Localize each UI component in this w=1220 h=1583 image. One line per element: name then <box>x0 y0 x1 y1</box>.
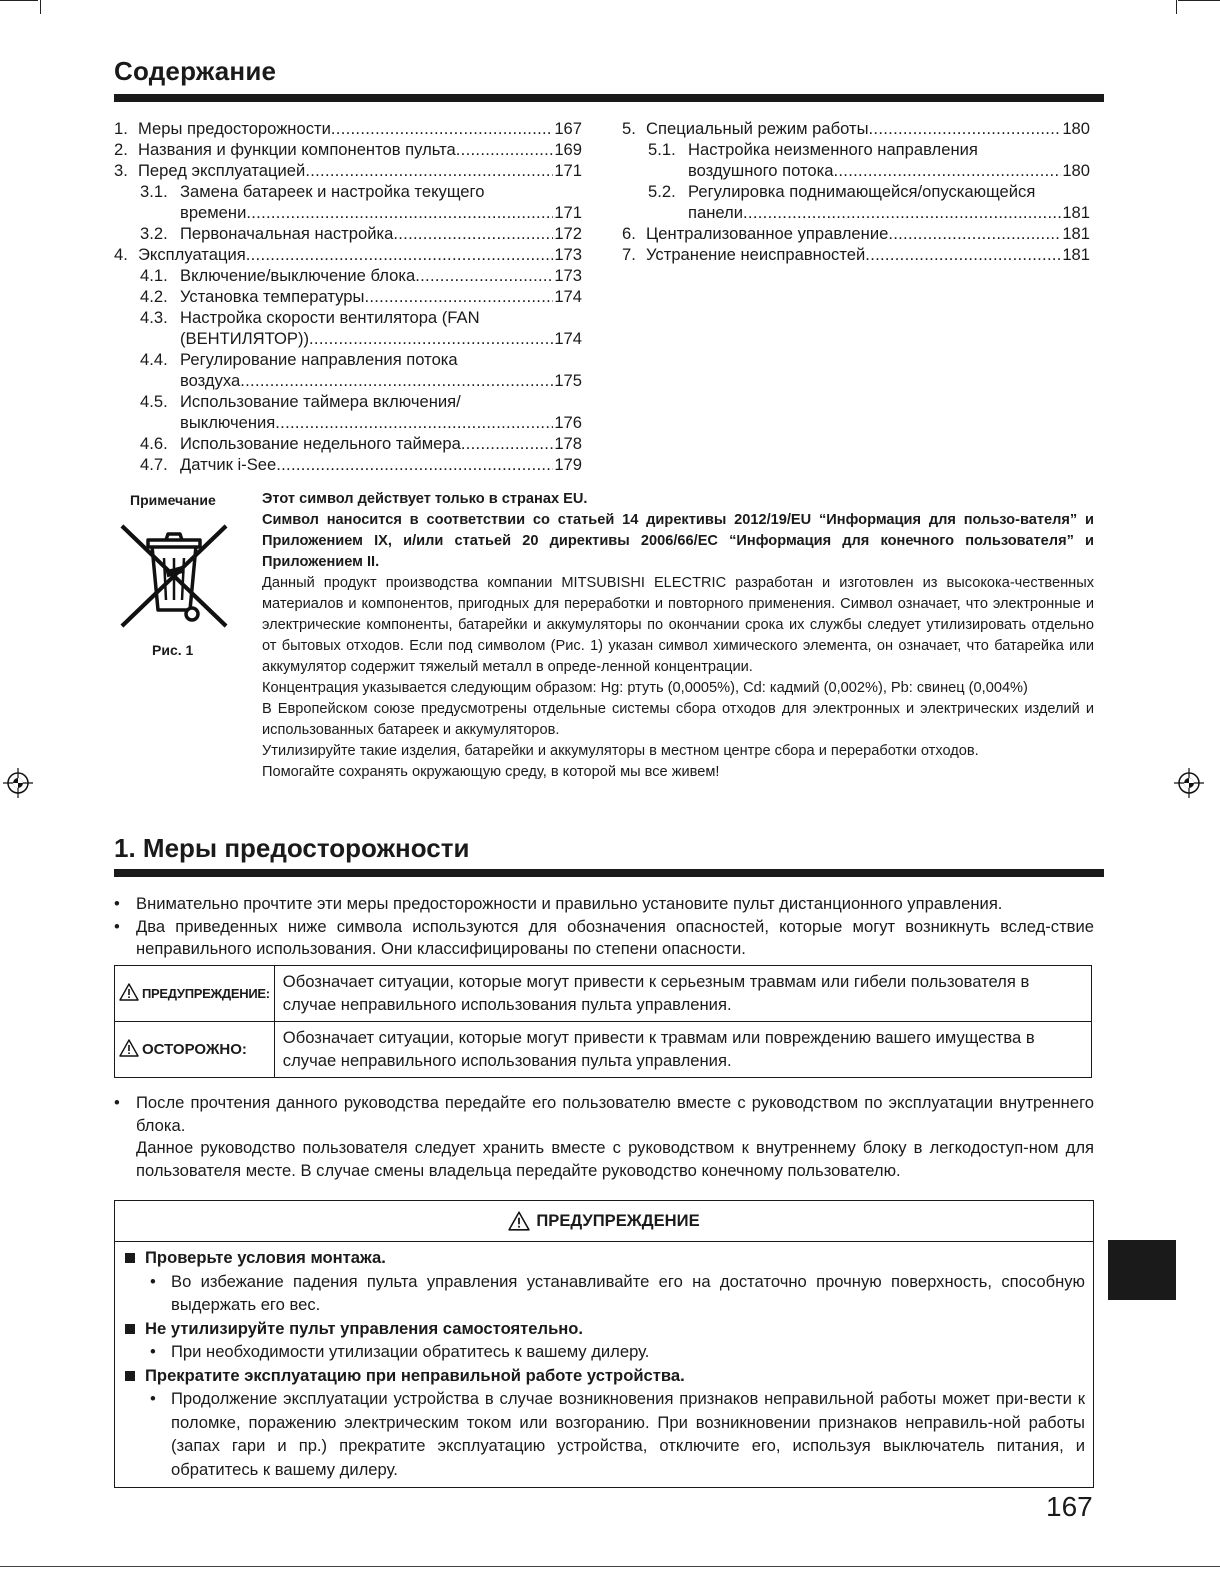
toc-number: 5.1. <box>648 140 676 159</box>
toc-entry <box>114 433 582 454</box>
toc-entry-continuation <box>114 370 582 391</box>
toc-page: 174 <box>554 329 582 348</box>
toc-leader <box>888 223 1061 244</box>
warning-signal-text: Обозначает ситуации, которые могут привести к серьезным травмам или гибели пользователя в случае неправильного использования пульта управления. <box>274 966 1091 1022</box>
crop-mark-top-right <box>1178 0 1220 1</box>
toc-title-cont: выключения <box>180 413 276 432</box>
toc-number: 7. <box>622 245 636 264</box>
warning-triangle-icon <box>119 983 139 1001</box>
toc-number: 5.2. <box>648 182 676 201</box>
toc-title-cont: времени <box>180 203 247 222</box>
footer-rule <box>0 1566 1220 1567</box>
note-line-eu: Этот символ действует только в странах EU. <box>262 491 588 507</box>
handover-bullet <box>114 1092 1094 1182</box>
warning-item-text: • Продолжение эксплуатации устройства в случае возникновения признаков неправильной работы может при-вести к поломке, поражению электрическим током или возгоранию. При возникновении признаков неправиль-ной работы (запах гари и пр.) прекратите эксплуатацию устройства, отключите его, используя выключатель питания, и обратитесь к вашему дилеру. <box>123 1387 1085 1481</box>
toc-number: 4.2. <box>140 287 168 306</box>
warning-item-text: • При необходимости утилизации обратитесь к вашему дилеру. <box>123 1340 1085 1364</box>
toc-leader <box>305 160 553 181</box>
bullet-text: • После прочтения данного руководства передайте его пользователю вместе с руководством по эксплуатации внутреннего блока. <box>136 1093 1094 1135</box>
toc-page: 175 <box>554 371 582 390</box>
toc-number: 4.3. <box>140 308 168 327</box>
note-paragraph: Концентрация указывается следующим образом: Hg: ртуть (0,0005%), Cd: кадмий (0,002%), Pb: свинец (0,004%) <box>262 680 1028 696</box>
toc-title: Включение/выключение блока <box>180 266 416 285</box>
toc-page: 181 <box>1062 245 1090 264</box>
warning-box <box>114 1200 1094 1488</box>
intro-bullets <box>114 893 1094 961</box>
toc-page: 176 <box>554 413 582 432</box>
warning-triangle-icon <box>508 1211 530 1231</box>
toc-page: 180 <box>1062 161 1090 180</box>
toc-entry-continuation <box>114 412 582 433</box>
toc-right-column <box>622 118 1090 265</box>
section-title: 1. Меры предосторожности <box>114 833 470 863</box>
toc-leader <box>276 454 553 475</box>
toc-entry <box>622 118 1090 139</box>
toc-title: Замена батареек и настройка текущего <box>180 182 485 201</box>
warning-item-text: • Во избежание падения пульта управления устанавливайте его на достаточно прочную поверхность, способную выдержать его вес. <box>123 1270 1085 1317</box>
bullet-text: • Внимательно прочтите эти меры предосторожности и правильно установите пульт дистанционного управления. <box>136 894 1003 913</box>
toc-leader <box>393 223 553 244</box>
toc-entry-continuation <box>622 160 1090 181</box>
toc-title: Меры предосторожности <box>138 119 331 138</box>
bullet-continuation: Данное руководство пользователя следует хранить вместе с руководством к внутреннему блоку в легкодоступ-ном для пользователя месте. В случае смены владельца передайте руководство конечному пользователю. <box>136 1138 1094 1180</box>
toc-page: 180 <box>1062 119 1090 138</box>
warning-box-heading <box>115 1201 1093 1242</box>
toc-page: 171 <box>554 161 582 180</box>
warning-item-title: Проверьте условия монтажа. <box>123 1246 1085 1270</box>
toc-leader <box>869 118 1062 139</box>
toc-title-cont: воздушного потока <box>688 161 834 180</box>
toc-leader <box>331 118 553 139</box>
toc-leader <box>246 244 554 265</box>
caution-signal-cell <box>115 1022 275 1078</box>
warning-signal-cell <box>115 966 275 1022</box>
toc-leader <box>364 286 553 307</box>
toc-entry <box>114 160 582 181</box>
crossed-bin-icon <box>118 520 230 632</box>
toc-title: Эксплуатация <box>138 245 246 264</box>
toc-number: 4.1. <box>140 266 168 285</box>
note-paragraph: Данный продукт производства компании MITSUBISHI ELECTRIC разработан и изготовлен из высокока-чественных материалов и компонентов, пригодных для переработки и повторного применения. Символ означает, что электронные и электрические компоненты, батарейки и аккумуляторы по окончании срока их службы следует утилизировать отдельно от бытовых отходов. Если под символом (Рис. 1) указан символ химического элемента, он означает, что батарейка или аккумулятор содержит тяжелый металл в опреде-ленной концентрации. <box>262 575 1094 675</box>
warning-item-title: Прекратите эксплуатацию при неправильной работе устройства. <box>123 1364 1085 1388</box>
toc-title: Установка температуры <box>180 287 365 306</box>
toc-page: 172 <box>554 224 582 243</box>
warning-signal-label: ПРЕДУПРЕЖДЕНИЕ: <box>142 985 270 1001</box>
hazard-signal-table <box>114 965 1092 1078</box>
toc-number: 4.7. <box>140 455 168 474</box>
toc-page: 169 <box>554 140 582 159</box>
toc-title: Регулировка поднимающейся/опускающейся <box>688 182 1036 201</box>
crop-mark-top-left-v <box>40 0 41 14</box>
toc-number: 4.4. <box>140 350 168 369</box>
toc-page: 171 <box>554 203 582 222</box>
toc-entry <box>114 286 582 307</box>
figure-caption: Рис. 1 <box>152 642 194 658</box>
toc-title-cont: воздуха <box>180 371 241 390</box>
toc-entry-continuation <box>114 328 582 349</box>
toc-page: 181 <box>1062 224 1090 243</box>
warning-item-title: Не утилизируйте пульт управления самостоятельно. <box>123 1317 1085 1341</box>
toc-entry <box>114 244 582 265</box>
toc-title: Использование таймера включения/ <box>180 392 461 411</box>
toc-leader <box>743 202 1061 223</box>
bullet-item <box>114 916 1094 961</box>
toc-page: 174 <box>554 287 582 306</box>
toc-entry <box>114 454 582 475</box>
toc-number: 3.1. <box>140 182 168 201</box>
toc-entry <box>114 307 582 328</box>
toc-title-cont: (ВЕНТИЛЯТОР)) <box>180 329 309 348</box>
toc-number: 5. <box>622 119 636 138</box>
toc-number: 6. <box>622 224 636 243</box>
toc-leader <box>833 160 1061 181</box>
crop-mark-top-left <box>0 0 38 1</box>
toc-leader <box>240 370 553 391</box>
toc-title: Названия и функции компонентов пульта <box>138 140 456 159</box>
toc-title: Регулирование направления потока <box>180 350 458 369</box>
toc-entry <box>114 349 582 370</box>
toc-title: Специальный режим работы <box>646 119 869 138</box>
section-rule <box>114 869 1104 877</box>
toc-title: Использование недельного таймера <box>180 434 461 453</box>
toc-entry <box>622 244 1090 265</box>
toc-title: Централизованное управление <box>646 224 889 243</box>
toc-entry <box>114 181 582 202</box>
page-title: Содержание <box>114 56 277 86</box>
toc-entry <box>622 181 1090 202</box>
toc-title-cont: панели <box>688 203 744 222</box>
toc-page: 181 <box>1062 203 1090 222</box>
toc-leader <box>865 244 1061 265</box>
note-label: Примечание <box>130 492 216 508</box>
warning-box-title: ПРЕДУПРЕЖДЕНИЕ <box>536 1211 700 1230</box>
toc-entry <box>622 139 1090 160</box>
toc-number: 3.2. <box>140 224 168 243</box>
toc-number: 3. <box>114 161 128 180</box>
toc-title: Настройка неизменного направления <box>688 140 978 159</box>
toc-entry <box>114 391 582 412</box>
toc-leader <box>309 328 553 349</box>
title-rule <box>114 94 1104 102</box>
toc-leader <box>246 202 553 223</box>
toc-entry <box>114 139 582 160</box>
bullet-item <box>114 893 1094 916</box>
registration-mark-icon <box>3 768 33 798</box>
toc-entry <box>114 118 582 139</box>
table-row <box>115 966 1092 1022</box>
toc-leader <box>275 412 553 433</box>
toc-number: 1. <box>114 119 128 138</box>
toc-left-column <box>114 118 582 475</box>
table-row <box>115 1022 1092 1078</box>
toc-entry <box>114 265 582 286</box>
crop-mark-top-right-v <box>1176 0 1177 14</box>
toc-entry-continuation <box>622 202 1090 223</box>
warning-triangle-icon <box>119 1039 139 1057</box>
toc-title: Датчик i-See <box>180 455 277 474</box>
section-tab-marker <box>1108 1240 1176 1300</box>
toc-number: 4.5. <box>140 392 168 411</box>
toc-title: Настройка скорости вентилятора (FAN <box>180 308 480 327</box>
note-line-directive: Символ наносится в соответствии со статьей 14 директивы 2012/19/EU “Информация для пользо-вателя” и Приложением IX, и/или статьей 20 директивы 2006/66/EC “Информация для конечного пользователя” и Приложением II. <box>262 512 1094 570</box>
toc-leader <box>456 139 554 160</box>
toc-title: Перед эксплуатацией <box>138 161 306 180</box>
toc-number: 2. <box>114 140 128 159</box>
toc-title: Устранение неисправностей <box>646 245 866 264</box>
bullet-text: • Два приведенных ниже символа используются для обозначения опасностей, которые могут возникнуть вслед-ствие неправильного использования. Они классифицированы по степени опасности. <box>136 916 1094 958</box>
toc-leader <box>415 265 553 286</box>
toc-leader <box>461 433 553 454</box>
toc-page: 178 <box>554 434 582 453</box>
toc-page: 173 <box>554 245 582 264</box>
toc-number: 4.6. <box>140 434 168 453</box>
caution-signal-text: Обозначает ситуации, которые могут привести к травмам или повреждению вашего имущества в случае неправильного использования пульта управления. <box>274 1022 1091 1078</box>
bullet-item <box>114 1092 1094 1182</box>
warning-box-body <box>115 1242 1093 1481</box>
toc-page: 167 <box>554 119 582 138</box>
note-paragraph: Помогайте сохранять окружающую среду, в которой мы все живем! <box>262 764 720 780</box>
toc-page: 173 <box>554 266 582 285</box>
toc-entry <box>622 223 1090 244</box>
toc-number: 4. <box>114 245 128 264</box>
toc-entry <box>114 223 582 244</box>
note-body <box>262 489 1094 783</box>
note-paragraph: Утилизируйте такие изделия, батарейки и аккумуляторы в местном центре сбора и переработки отходов. <box>262 743 979 759</box>
toc-entry-continuation <box>114 202 582 223</box>
toc-title: Первоначальная настройка <box>180 224 394 243</box>
registration-mark-icon <box>1174 768 1204 798</box>
note-paragraph: В Европейском союзе предусмотрены отдельные системы сбора отходов для электронных и электрических изделий и использованных батареек и аккумуляторов. <box>262 701 1094 738</box>
toc-page: 179 <box>554 455 582 474</box>
page-number: 167 <box>1046 1491 1093 1522</box>
caution-signal-label: ОСТОРОЖНО: <box>142 1040 247 1058</box>
